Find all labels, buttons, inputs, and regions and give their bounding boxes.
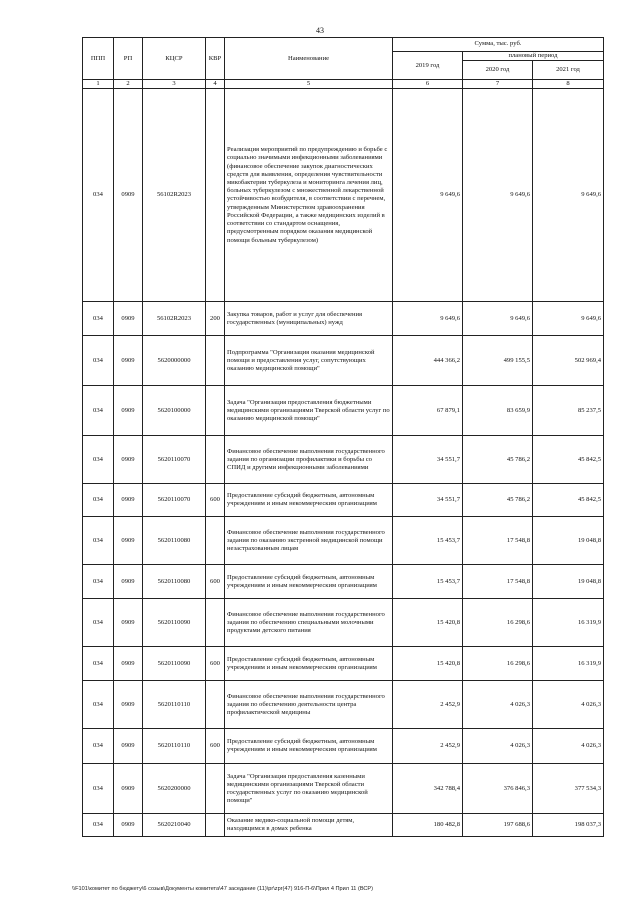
row-rp: 0909 (114, 436, 143, 484)
table-row (83, 336, 604, 386)
row-ppp: 034 (83, 386, 114, 436)
row-rp: 0909 (114, 302, 143, 336)
table-row (83, 436, 604, 484)
row-sum-2019: 2 452,9 (393, 729, 463, 764)
row-sum-2019: 180 482,8 (393, 814, 463, 837)
row-sum-2021: 4 026,3 (533, 681, 604, 729)
row-ppp: 034 (83, 302, 114, 336)
row-ppp: 034 (83, 484, 114, 517)
row-rp: 0909 (114, 814, 143, 837)
budget-table (82, 37, 604, 837)
row-kvr (206, 517, 225, 565)
row-sum-2020: 4 026,3 (463, 729, 533, 764)
row-sum-2019: 15 420,8 (393, 647, 463, 681)
column-number: 8 (533, 80, 604, 89)
row-kvr (206, 89, 225, 302)
row-ppp: 034 (83, 599, 114, 647)
row-sum-2019: 15 453,7 (393, 565, 463, 599)
row-sum-2019: 9 649,6 (393, 89, 463, 302)
row-name: Предоставление субсидий бюджетным, автономным учреждениям и иным некоммерческим организациям (225, 565, 393, 599)
row-sum-2021: 16 319,9 (533, 647, 604, 681)
column-number: 4 (206, 80, 225, 89)
table-row (83, 386, 604, 436)
page-number: 43 (316, 26, 324, 35)
row-kcsr: 5620110070 (143, 436, 206, 484)
row-kvr (206, 599, 225, 647)
row-ppp: 034 (83, 89, 114, 302)
table-row (83, 302, 604, 336)
row-sum-2019: 34 551,7 (393, 484, 463, 517)
row-rp: 0909 (114, 89, 143, 302)
row-rp: 0909 (114, 484, 143, 517)
row-sum-2021: 9 649,6 (533, 89, 604, 302)
row-name: Финансовое обеспечение выполнения государственного задания по обеспечению деятельности центра профилактической медицины (225, 681, 393, 729)
row-sum-2020: 9 649,6 (463, 89, 533, 302)
row-rp: 0909 (114, 565, 143, 599)
row-sum-2019: 2 452,9 (393, 681, 463, 729)
row-rp: 0909 (114, 729, 143, 764)
row-kcsr: 5620110090 (143, 647, 206, 681)
row-sum-2019: 9 649,6 (393, 302, 463, 336)
table-row (83, 599, 604, 647)
row-rp: 0909 (114, 764, 143, 814)
row-sum-2020: 9 649,6 (463, 302, 533, 336)
row-ppp: 034 (83, 647, 114, 681)
header-ppp: ППП (83, 38, 114, 80)
row-name: Финансовое обеспечение выполнения государственного задания по обеспечению специальными молочными продуктами детского питания (225, 599, 393, 647)
row-rp: 0909 (114, 386, 143, 436)
row-kvr (206, 436, 225, 484)
row-kcsr: 5620100000 (143, 386, 206, 436)
header-rp: РП (114, 38, 143, 80)
column-number: 3 (143, 80, 206, 89)
row-ppp: 034 (83, 729, 114, 764)
row-sum-2020: 17 548,8 (463, 517, 533, 565)
row-name: Оказание медико-социальной помощи детям, находящимся в домах ребенка (225, 814, 393, 837)
row-rp: 0909 (114, 517, 143, 565)
header-sum: Сумма, тыс. руб. (393, 38, 604, 52)
header-2019: 2019 год (393, 52, 463, 80)
row-name: Закупка товаров, работ и услуг для обеспечения государственных (муниципальных) нужд (225, 302, 393, 336)
row-rp: 0909 (114, 599, 143, 647)
row-sum-2019: 15 420,8 (393, 599, 463, 647)
row-sum-2019: 67 879,1 (393, 386, 463, 436)
row-kcsr: 5620110080 (143, 517, 206, 565)
header-kvr: КВР (206, 38, 225, 80)
header-2021: 2021 год (533, 61, 604, 80)
row-kvr (206, 814, 225, 837)
row-kcsr: 5620200000 (143, 764, 206, 814)
row-name: Предоставление субсидий бюджетным, автономным учреждениям и иным некоммерческим организациям (225, 647, 393, 681)
row-name: Задача "Организация предоставления бюджетными медицинскими организациями Тверской области услуг по оказанию медицинской помощи" (225, 386, 393, 436)
row-kcsr: 56102R2023 (143, 302, 206, 336)
row-kcsr: 56102R2023 (143, 89, 206, 302)
row-sum-2019: 34 551,7 (393, 436, 463, 484)
row-rp: 0909 (114, 681, 143, 729)
row-sum-2021: 45 842,5 (533, 436, 604, 484)
row-sum-2020: 499 155,5 (463, 336, 533, 386)
column-number: 6 (393, 80, 463, 89)
column-number: 1 (83, 80, 114, 89)
row-kvr (206, 764, 225, 814)
row-kvr (206, 386, 225, 436)
row-sum-2021: 19 048,8 (533, 517, 604, 565)
column-number: 2 (114, 80, 143, 89)
table-row (83, 484, 604, 517)
table-row (83, 764, 604, 814)
table-row (83, 729, 604, 764)
row-sum-2020: 16 298,6 (463, 599, 533, 647)
row-sum-2021: 502 969,4 (533, 336, 604, 386)
row-sum-2020: 83 659,9 (463, 386, 533, 436)
table-row (83, 565, 604, 599)
row-kcsr: 5620110070 (143, 484, 206, 517)
header-planned: плановый период (463, 52, 604, 61)
row-kvr (206, 681, 225, 729)
table-row (83, 89, 604, 302)
row-sum-2021: 16 319,9 (533, 599, 604, 647)
row-sum-2020: 376 846,3 (463, 764, 533, 814)
row-kvr: 200 (206, 302, 225, 336)
row-ppp: 034 (83, 681, 114, 729)
row-sum-2020: 45 786,2 (463, 436, 533, 484)
row-kvr: 600 (206, 484, 225, 517)
row-name: Предоставление субсидий бюджетным, автономным учреждениям и иным некоммерческим организациям (225, 484, 393, 517)
row-kvr: 600 (206, 565, 225, 599)
row-kcsr: 5620110090 (143, 599, 206, 647)
column-numbers-row (83, 80, 604, 89)
row-sum-2021: 45 842,5 (533, 484, 604, 517)
row-kvr (206, 336, 225, 386)
table-row (83, 814, 604, 837)
row-name: Подпрограмма "Организация оказания медицинской помощи и предоставления услуг, сопутствующих оказанию медицинской помощи" (225, 336, 393, 386)
row-kcsr: 5620110110 (143, 681, 206, 729)
row-sum-2020: 17 548,8 (463, 565, 533, 599)
header-name: Наименование (225, 38, 393, 80)
row-kcsr: 5620210040 (143, 814, 206, 837)
table-row (83, 681, 604, 729)
row-name: Финансовое обеспечение выполнения государственного задания по организации профилактики и борьбы со СПИД и другими инфекционными заболеваниями (225, 436, 393, 484)
row-name: Финансовое обеспечение выполнения государственного задания по оказанию экстренной медицинской помощи незастрахованным лицам (225, 517, 393, 565)
row-sum-2020: 16 298,6 (463, 647, 533, 681)
row-ppp: 034 (83, 517, 114, 565)
row-rp: 0909 (114, 647, 143, 681)
row-name: Задача "Организация предоставления казенными медицинскими организациями Тверской области государственных услуг по оказанию медицинской помощи" (225, 764, 393, 814)
row-sum-2021: 19 048,8 (533, 565, 604, 599)
row-ppp: 034 (83, 436, 114, 484)
row-sum-2019: 342 788,4 (393, 764, 463, 814)
row-sum-2019: 444 366,2 (393, 336, 463, 386)
header-kcsr: КЦСР (143, 38, 206, 80)
table-row (83, 517, 604, 565)
row-sum-2020: 4 026,3 (463, 681, 533, 729)
row-sum-2020: 45 786,2 (463, 484, 533, 517)
row-name: Предоставление субсидий бюджетным, автономным учреждениям и иным некоммерческим организациям (225, 729, 393, 764)
row-ppp: 034 (83, 764, 114, 814)
row-ppp: 034 (83, 565, 114, 599)
row-sum-2021: 198 037,3 (533, 814, 604, 837)
row-kcsr: 5620110080 (143, 565, 206, 599)
row-ppp: 034 (83, 814, 114, 837)
footer-file-path: \\F101\комитет по бюджету\6 созыв\Документы комитета\47 заседание (11)\pr\zpr(47) 916-П-6\Прил 4 Прил 11 (ВСР) (72, 886, 374, 892)
header-2020: 2020 год (463, 61, 533, 80)
row-ppp: 034 (83, 336, 114, 386)
row-kvr: 600 (206, 729, 225, 764)
row-kvr: 600 (206, 647, 225, 681)
row-name: Реализация мероприятий по предупреждению и борьбе с социально значимыми инфекционными заболеваниями (финансовое обеспечение закупок диагностических средств для выявления, определения чувствительности микобактерии туберкулеза и мониторинга лечения лиц, больных туберкулезом с множественной лекарственной устойчивостью возбудителя, в соответствии с перечнем, утвержденным Министерством здравоохранения Российской Федерации, а также медицинских изделий в соответствии со стандартом оснащения, предусмотренным порядком оказания медицинской помощи больным туберкулезом) (225, 89, 393, 302)
table-row (83, 647, 604, 681)
row-sum-2019: 15 453,7 (393, 517, 463, 565)
row-kcsr: 5620000000 (143, 336, 206, 386)
column-number: 5 (225, 80, 393, 89)
row-kcsr: 5620110110 (143, 729, 206, 764)
row-sum-2021: 4 026,3 (533, 729, 604, 764)
row-sum-2021: 9 649,6 (533, 302, 604, 336)
row-sum-2021: 377 534,3 (533, 764, 604, 814)
row-sum-2020: 197 688,6 (463, 814, 533, 837)
row-sum-2021: 85 237,5 (533, 386, 604, 436)
column-number: 7 (463, 80, 533, 89)
row-rp: 0909 (114, 336, 143, 386)
